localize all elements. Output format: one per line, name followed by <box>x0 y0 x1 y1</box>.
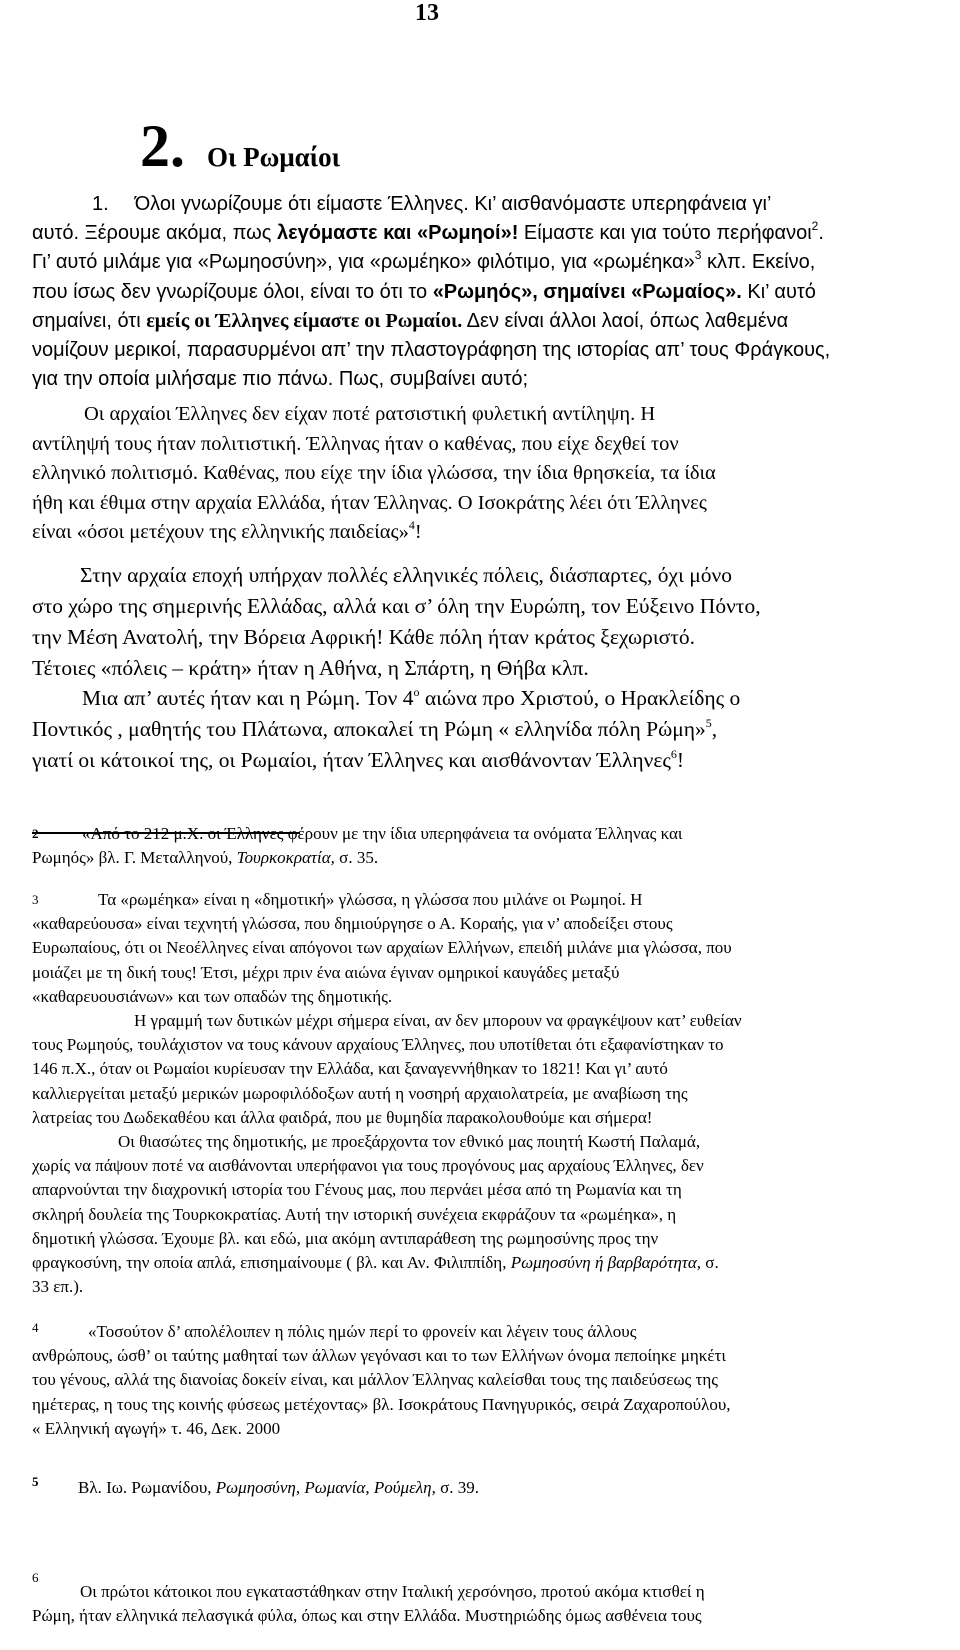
text-span: σημαίνει, ότι <box>32 309 147 332</box>
text-line: Ευρωπαίους, ότι οι Νεοέλληνες είναι απόγονοι των αρχαίων Ελλήνων, επειδή μιλάνε μια γλώσσα, που <box>32 938 732 958</box>
chapter-number-dot: . <box>170 113 185 179</box>
text-span: Είμαστε και για τούτο περήφανοι <box>518 222 812 245</box>
text-span: ! <box>414 521 422 544</box>
text-line: μοιάζει με τη δική τους! Έτσι, μέχρι πριν ένα αιώνα έγιναν ομηρικοί καυγάδες μεταξύ <box>32 962 620 982</box>
footnote-5 <box>32 1470 932 1500</box>
text-span: Κι’ αυτό <box>741 280 816 303</box>
footnote-6 <box>32 1570 932 1628</box>
footnote-ref-3[interactable]: 3 <box>694 248 702 263</box>
footnote-mark: 3 <box>32 892 39 907</box>
footnote-ref-2[interactable]: 2 <box>811 219 819 234</box>
text-span: Μια απ’ αυτές ήταν και η Ρώμη. Τον 4 <box>82 686 414 710</box>
bold-span: λεγόμαστε και «Ρωμηοί»! <box>276 222 519 245</box>
text-line: «Τοσούτον δ’ απολέλοιπεν η πόλις ημών περί το φρονείν και λέγειν τους άλλους <box>88 1322 637 1341</box>
text-span: Ποντικός , μαθητής του Πλάτωνα, αποκαλεί τη Ρώμη « ελληνίδα πόλη Ρώμη» <box>32 717 706 741</box>
text-span: κλπ. Εκείνο, <box>701 251 816 274</box>
text-span: σ. <box>701 1253 719 1273</box>
footnote-mark: 5 <box>32 1474 39 1489</box>
text-line: Όλοι γνωρίζουμε ότι είμαστε Έλληνες. Κι’ αισθανόμαστε υπερηφάνεια γι’ <box>134 193 772 215</box>
text-line: Οι πρώτοι κάτοικοι που εγκαταστάθηκαν στην Ιταλική χερσόνησο, προτού ακόμα κτισθεί η <box>80 1582 705 1601</box>
chapter-heading <box>140 108 340 184</box>
text-line: για την οποία μιλήσαμε πιο πάνω. Πως, συμβαίνει αυτό; <box>32 368 529 391</box>
text-line: Οι θιασώτες της δημοτικής, με προεξάρχοντα τον εθνικό μας ποιητή Κωστή Παλαμά, <box>118 1132 701 1152</box>
text-line: «καθαρευουσιάνων» και των οπαδών της δημοτικής. <box>32 986 393 1006</box>
text-span: που ίσως δεν γνωρίζουμε όλοι, είναι το ότι το <box>32 280 433 303</box>
text-line: αντίληψή τους ήταν πολιτιστική. Έλληνας ήταν ο καθένας, που είχε δεχθεί τον <box>32 432 679 455</box>
text-line: λατρείας του Δωδεκαθέου και άλλα φαιδρά, που με θυμηδία παρακολουθούμε και σήμερα! <box>32 1107 653 1127</box>
italic-span: Τουρκοκρατία, <box>236 848 335 868</box>
text-line: Τα «ρωμέηκα» είναι η «δημοτική» γλώσσα, η γλώσσα που μιλάνε οι Ρωμηοί. Η <box>98 890 643 909</box>
footnote-2 <box>32 822 932 870</box>
text-line: ήθη και έθιμα στην αρχαία Ελλάδα, ήταν Έλληνας. Ο Ισοκράτης λέει ότι Έλληνες <box>32 491 707 514</box>
text-line: Η γραμμή των δυτικών μέχρι σήμερα είναι, αν δεν μπορουν να φραγκέψουν κατ’ ευθείαν <box>134 1011 742 1031</box>
text-span: . <box>818 222 824 245</box>
text-span: αιώνα προ Χριστού, ο Ηρακλείδης ο <box>419 686 741 710</box>
text-line: Οι αρχαίοι Έλληνες δεν είχαν ποτέ ρατσιστική φυλετική αντίληψη. Η <box>84 403 656 425</box>
text-line: 146 π.Χ., όταν οι Ρωμαίοι κυρίευσαν την Ελλάδα, και ξαναγεννήθηκαν το 1821! Και γι’ αυτό <box>32 1059 668 1079</box>
footnote-mark: 6 <box>32 1570 39 1585</box>
footnote-ref-5[interactable]: 5 <box>705 716 712 730</box>
text-line: απαρνούνται την διαχρονική ιστορία του Γένους μας, που περνάει μέσα από τη Ρωμανία και τη <box>32 1180 682 1200</box>
text-span: αυτό. Ξέρουμε ακόμα, πως <box>32 222 277 245</box>
text-line: 33 επ.). <box>32 1277 84 1297</box>
text-span: , <box>711 717 718 741</box>
text-span: είναι «όσοι μετέχουν της ελληνικής παιδείας» <box>32 521 409 544</box>
footnote-mark: 4 <box>32 1320 39 1335</box>
italic-span: Ρωμηοσύνη ή βαρβαρότητα, <box>510 1253 702 1273</box>
text-span: Δεν είναι άλλοι λαοί, όπως λαθεμένα <box>462 309 789 332</box>
footnote-ref-6[interactable]: 6 <box>670 747 677 761</box>
paragraph-3 <box>32 560 932 684</box>
text-line: σκληρή δουλεία της Τουρκοκρατίας. Αυτή την ιστορική συνέχεια εκφράζουν τα «ρωμέηκα», η <box>32 1204 677 1224</box>
bold-span: εμείς οι Έλληνες είμαστε οι Ρωμαίοι. <box>146 309 463 332</box>
footnote-mark: 2 <box>32 826 39 841</box>
superscript: ο <box>413 685 420 699</box>
text-line: «Από το 212 μ.Χ. οι Έλληνες φέρουν με την ίδια υπερηφάνεια τα ονόματα Έλληνας και <box>82 824 683 843</box>
page-number: 13 <box>415 0 439 26</box>
text-line: Στην αρχαία εποχή υπήρχαν πολλές ελληνικές πόλεις, διάσπαρτες, όχι μόνο <box>80 563 732 587</box>
text-line: στο χώρο της σημερινής Ελλάδας, αλλά και σ’ όλη την Ευρώπη, τον Εύξεινο Πόντο, <box>32 594 761 618</box>
footnote-ref-4[interactable]: 4 <box>408 518 415 533</box>
text-line: ελληνικό πολιτισμό. Καθένας, που είχε την ίδια γλώσσα, την ίδια θρησκεία, τα ίδια <box>32 462 716 485</box>
text-line: νομίζουν μερικοί, παρασυρμένοι απ’ την πλαστογράφηση της ιστορίας απ’ τους Φράγκους, <box>32 339 831 362</box>
text-line: δημοτική γλώσσα. Έχουμε βλ. και εδώ, μια ακόμη αντιπαράθεση της ρωμηοσύνης προς την <box>32 1228 659 1248</box>
text-line: καλλιεργείται μεταξύ μερικών μωροφιλόδοξων αυτή η νοσηρή αρχαιολατρεία, με αναβίωση της <box>32 1083 688 1103</box>
text-line: Τέτοιες «πόλεις – κράτη» ήταν η Αθήνα, η Σπάρτη, η Θήβα κλπ. <box>32 656 589 680</box>
text-line: ημέτερας, η τους της κοινής φύσεως μετέχοντας» βλ. Ισοκράτους Πανηγυρικός, σειρά Ζαχαροπούλου, <box>32 1394 731 1414</box>
text-span: ! <box>676 748 685 772</box>
footnote-3 <box>32 888 932 1299</box>
text-span: Ρωμηός» βλ. Γ. Μεταλληνού, <box>32 848 237 868</box>
text-line: Ρώμη, ήταν ελληνικά πελασγικά φύλα, όπως και στην Ελλάδα. Μυστηριώδης όμως ασθένεια τους <box>32 1606 702 1626</box>
text-span: Βλ. Ιω. Ρωμανίδου, <box>78 1478 216 1497</box>
text-line: την Μέση Ανατολή, την Βόρεια Αφρική! Κάθε πόλη ήταν κράτος ξεχωριστό. <box>32 625 696 649</box>
text-line: χωρίς να πάψουν ποτέ να αισθάνονται υπερήφανοι για τους προγόνους μας αρχαίους Έλληνες, δεν <box>32 1156 704 1176</box>
text-span: φραγκοσύνη, την οποία απλά, επισημαίνουμε ( βλ. και Αν. Φιλιππίδη, <box>32 1253 511 1273</box>
italic-span: Ρωμηοσύνη, Ρωμανία, Ρούμελη, <box>215 1478 436 1497</box>
paragraph-4 <box>32 683 932 776</box>
footnote-4 <box>32 1316 932 1441</box>
paragraph-2 <box>32 400 932 548</box>
chapter-number: 2 <box>140 113 170 179</box>
paragraph-1 <box>32 190 932 394</box>
chapter-title: Οι Ρωμαίοι <box>207 142 340 172</box>
text-line: τους Ρωμηούς, τουλάχιστον να τους κάνουν αρχαίους Έλληνες, που υποτίθεται ότι εξαφανίστηκαν το <box>32 1035 724 1055</box>
text-span: σ. 39. <box>435 1478 479 1497</box>
list-item-number: 1. <box>92 193 109 215</box>
text-span: γιατί οι κάτοικοί της, οι Ρωμαίοι, ήταν Έλληνες και αισθάνονταν Έλληνες <box>32 748 671 772</box>
text-span: σ. 35. <box>334 848 379 868</box>
bold-span: «Ρωμηός», σημαίνει «Ρωμαίος». <box>432 280 742 303</box>
text-line: «καθαρεύουσα» είναι τεχνητή γλώσσα, που δημιούργησε ο Α. Κοραής, για ν’ αποδείξει στους <box>32 914 673 934</box>
text-line: του γένους, αλλά της διανοίας δοκείν είναι, και μάλλον Έλληνας καλείσθαι τους της παιδεύσεως της <box>32 1370 718 1390</box>
text-line: ανθρώπους, ώσθ’ οι ταύτης μαθηταί των άλλων γεγόνασι και το των Ελλήνων όνομα πεποίηκε μηκέτι <box>32 1346 726 1366</box>
text-span: Γι’ αυτό μιλάμε για «Ρωμηοσύνη», για «ρωμέηκο» φιλότιμο, για «ρωμέηκα» <box>32 251 695 274</box>
text-line: « Ελληνική αγωγή» τ. 46, Δεκ. 2000 <box>32 1418 281 1438</box>
